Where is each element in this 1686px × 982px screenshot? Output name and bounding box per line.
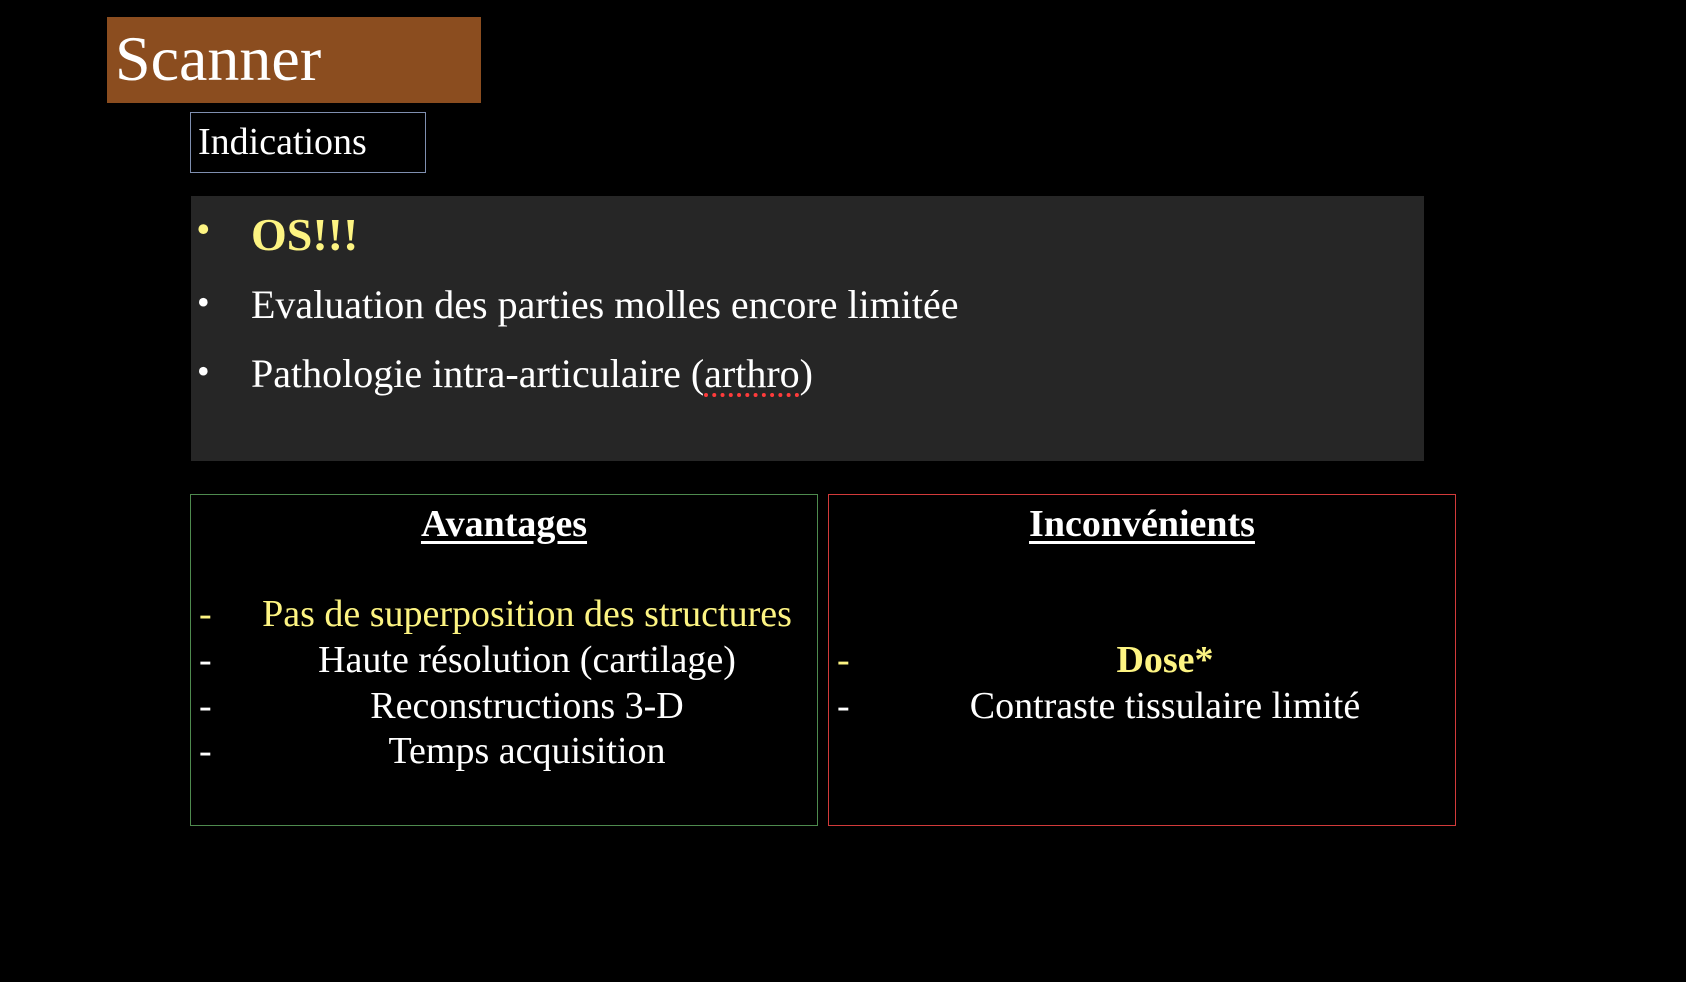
dash-bullet: - <box>837 639 850 681</box>
disadvantage-text: Dose* <box>1116 639 1214 681</box>
disadvantages-heading: Inconvénients <box>1029 503 1255 545</box>
spellcheck-marked-word: arthro <box>704 351 800 396</box>
dash-bullet: - <box>837 685 850 727</box>
advantage-text: Pas de superposition des structures <box>262 593 792 635</box>
slide-title: Scanner <box>115 23 322 94</box>
dash-bullet: - <box>199 730 212 772</box>
subtitle-box <box>190 112 426 173</box>
advantage-item <box>191 637 817 683</box>
indication-text-before: Pathologie intra-articulaire ( <box>251 351 705 396</box>
advantage-item <box>191 728 817 774</box>
dash-bullet: - <box>199 593 212 635</box>
dash-bullet: - <box>199 685 212 727</box>
disadvantages-box <box>828 494 1456 826</box>
bullet-icon: • <box>197 282 210 322</box>
indications-panel <box>191 196 1424 461</box>
slide-subtitle: Indications <box>198 121 367 163</box>
advantage-text: Temps acquisition <box>388 730 666 772</box>
advantages-box <box>190 494 818 826</box>
advantage-item <box>191 591 817 637</box>
disadvantage-item <box>829 637 1455 683</box>
indication-text: Evaluation des parties molles encore limitée <box>251 282 959 327</box>
indication-text-after: ) <box>799 351 813 396</box>
disadvantage-item <box>829 683 1455 729</box>
advantages-heading: Avantages <box>420 503 588 545</box>
advantage-item <box>191 683 817 729</box>
advantage-text: Haute résolution (cartilage) <box>318 639 736 681</box>
indication-text: OS!!! <box>251 209 359 260</box>
bullet-icon: • <box>197 209 210 249</box>
bullet-icon: • <box>197 351 210 391</box>
dash-bullet: - <box>199 639 212 681</box>
disadvantage-text: Contraste tissulaire limité <box>969 685 1361 727</box>
advantage-text: Reconstructions 3-D <box>370 685 684 727</box>
slide-title-box <box>107 17 481 103</box>
indication-text <box>251 350 813 397</box>
